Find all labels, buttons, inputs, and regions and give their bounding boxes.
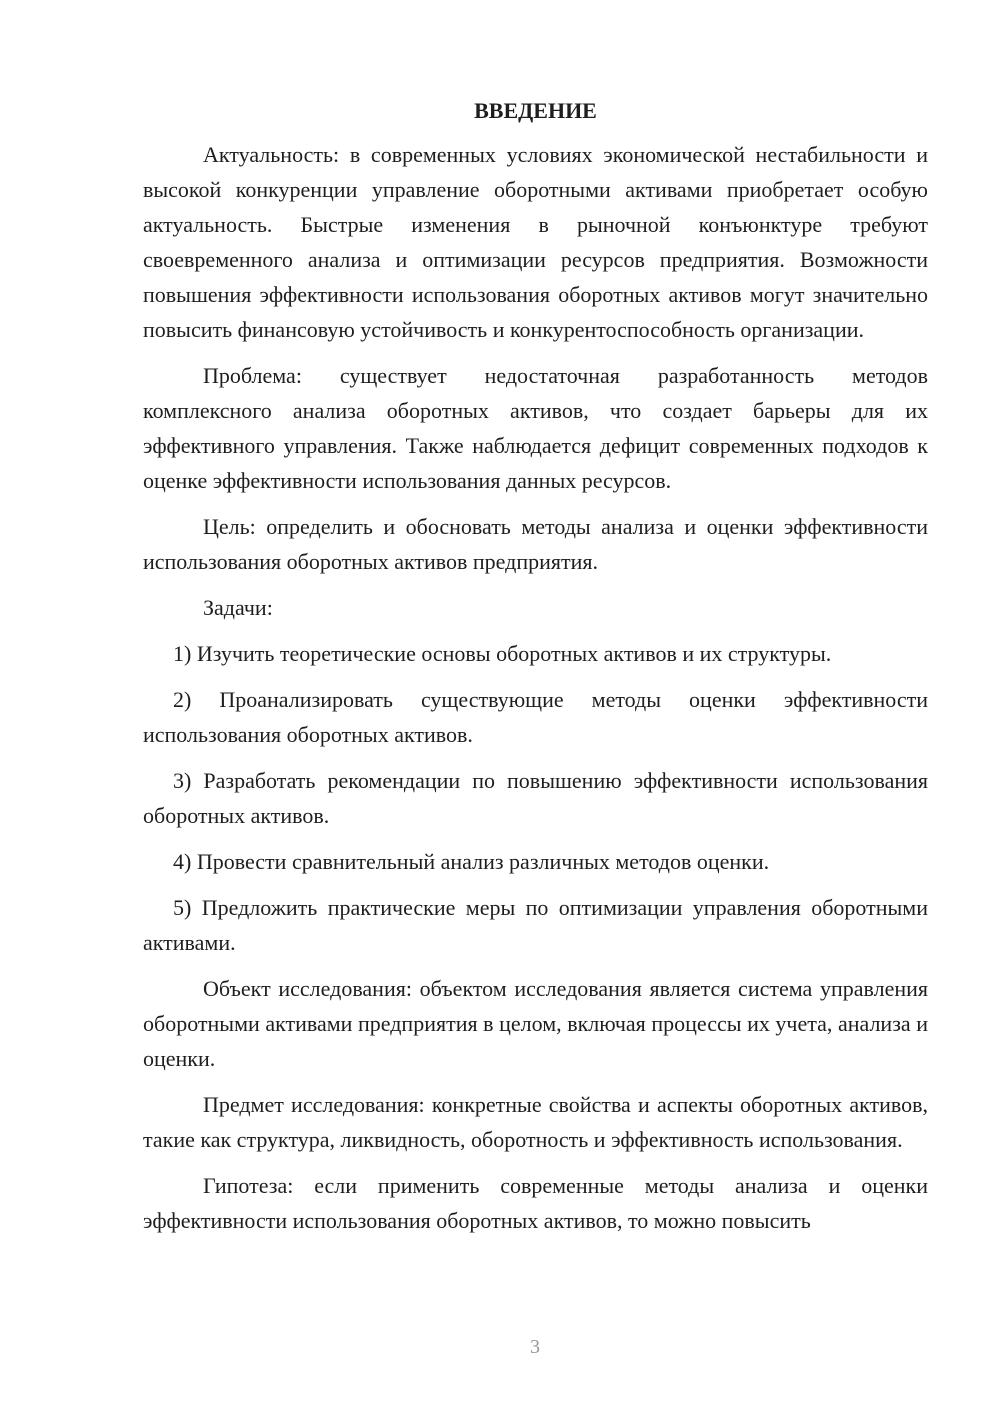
paragraph-hypothesis: Гипотеза: если применить современные методы анализа и оценки эффективности использования оборотных активов, то можно повысить [143,1173,928,1233]
paragraph-object: Объект исследования: объектом исследования является система управления оборотными активами предприятия в целом, включая процессы их учета, анализа и оценки. [143,976,928,1071]
section-title: ВВЕДЕНИЕ [474,98,597,123]
paragraph-relevance: Актуальность: в современных условиях экономической нестабильности и высокой конкуренции управление оборотными активами приобретает особую актуальность. Быстрые изменения в рыночной конъюнктуре требуют своевременного анализа и оптимизации ресурсов предприятия. Возможности повышения эффективности использования оборотных активов могут значительно повысить финансовую устойчивость и конкурентоспособность организации. [143,142,928,342]
page-content [143,96,928,1238]
paragraph-problem: Проблема: существует недостаточная разработанность методов комплексного анализа оборотных активов, что создает барьеры для их эффективного управления. Также наблюдается дефицит современных подходов к оценке эффективности использования данных ресурсов. [143,363,928,493]
task-item-5: 5) Предложить практические меры по оптимизации управления оборотными активами. [143,895,928,955]
task-item-2: 2) Проанализировать существующие методы оценки эффективности использования оборотных активов. [143,687,928,747]
paragraph-subject: Предмет исследования: конкретные свойства и аспекты оборотных активов, такие как структура, ликвидность, оборотность и эффективность использования. [143,1092,928,1152]
page-number: 3 [530,1336,540,1358]
task-item-3: 3) Разработать рекомендации по повышению эффективности использования оборотных активов. [143,768,928,828]
task-item-1: 1) Изучить теоретические основы оборотных активов и их структуры. [173,641,832,666]
paragraph-tasks-heading: Задачи: [203,595,273,620]
task-item-4: 4) Провести сравнительный анализ различных методов оценки. [173,849,770,874]
paragraph-goal: Цель: определить и обосновать методы анализа и оценки эффективности использования оборотных активов предприятия. [143,514,928,574]
